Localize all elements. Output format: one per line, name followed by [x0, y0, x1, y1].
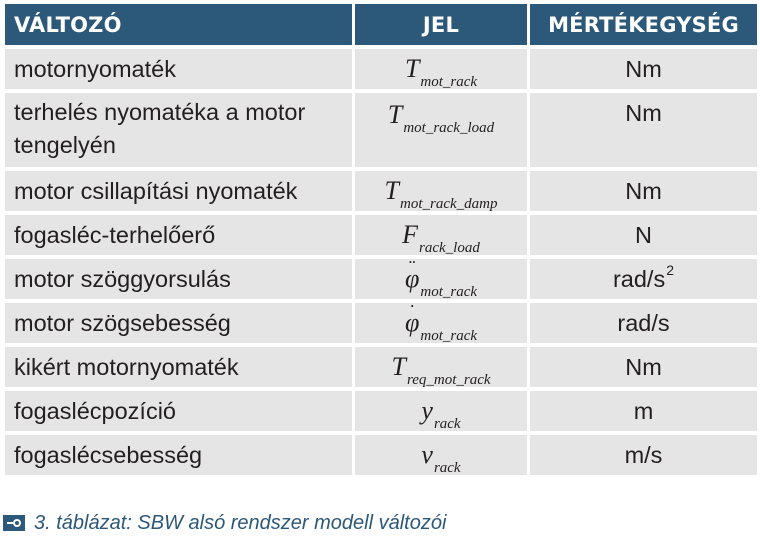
table-row	[5, 303, 757, 343]
variable-name: motor szöggyorsulás	[5, 259, 352, 299]
variable-unit: m	[530, 391, 757, 431]
variable-unit: Nm	[530, 171, 757, 211]
variable-symbol: ¨ $\varphi_{mot\_rack}$	[355, 259, 527, 299]
variable-symbol: $T_{mot\_rack\_damp}$	[355, 171, 527, 211]
variable-name: motor csillapítási nyomaték	[5, 171, 352, 211]
table-header-row	[5, 4, 757, 45]
variable-symbol: $v_{rack}$	[355, 435, 527, 475]
table-row	[5, 93, 757, 167]
variable-unit: Nm	[530, 93, 757, 167]
table-row	[5, 49, 757, 89]
variable-symbol: $y_{rack}$	[355, 391, 527, 431]
table-row	[5, 259, 757, 299]
variables-table	[5, 4, 757, 479]
variable-unit: N	[530, 215, 757, 255]
header-unit: MÉRTÉKEGYSÉG	[530, 4, 757, 45]
header-variable: VÁLTOZÓ	[5, 4, 352, 45]
variable-name: terhelés nyomatéka a motor tengelyén	[5, 93, 352, 167]
table-caption-icon	[3, 515, 25, 531]
variable-symbol: $T_{mot\_rack}$	[355, 49, 527, 89]
variable-unit: m/s	[530, 435, 757, 475]
variable-symbol: ˙ $\varphi_{mot\_rack}$	[355, 303, 527, 343]
table-row	[5, 215, 757, 255]
variable-name: fogaslécsebesség	[5, 435, 352, 475]
table-caption	[3, 511, 446, 535]
variable-unit: rad/s	[530, 303, 757, 343]
variable-name: fogasléc-terhelőerő	[5, 215, 352, 255]
variable-unit: Nm	[530, 49, 757, 89]
variable-name: kikért motornyomaték	[5, 347, 352, 387]
variable-name: motor szögsebesség	[5, 303, 352, 343]
variable-name: motornyomaték	[5, 49, 352, 89]
table-row	[5, 171, 757, 211]
variable-symbol: $T_{req\_mot\_rack}$	[355, 347, 527, 387]
table-row	[5, 435, 757, 475]
variable-unit: rad/s 2	[530, 259, 757, 299]
table-row	[5, 391, 757, 431]
table-row	[5, 347, 757, 387]
variable-name: fogaslécpozíció	[5, 391, 352, 431]
variable-unit: Nm	[530, 347, 757, 387]
variable-symbol: $T_{mot\_rack\_load}$	[355, 93, 527, 167]
caption-text: 3. táblázat: SBW alsó rendszer modell változói	[34, 511, 447, 534]
header-symbol: JEL	[355, 4, 527, 45]
variable-symbol: $F_{rack\_load}$	[355, 215, 527, 255]
